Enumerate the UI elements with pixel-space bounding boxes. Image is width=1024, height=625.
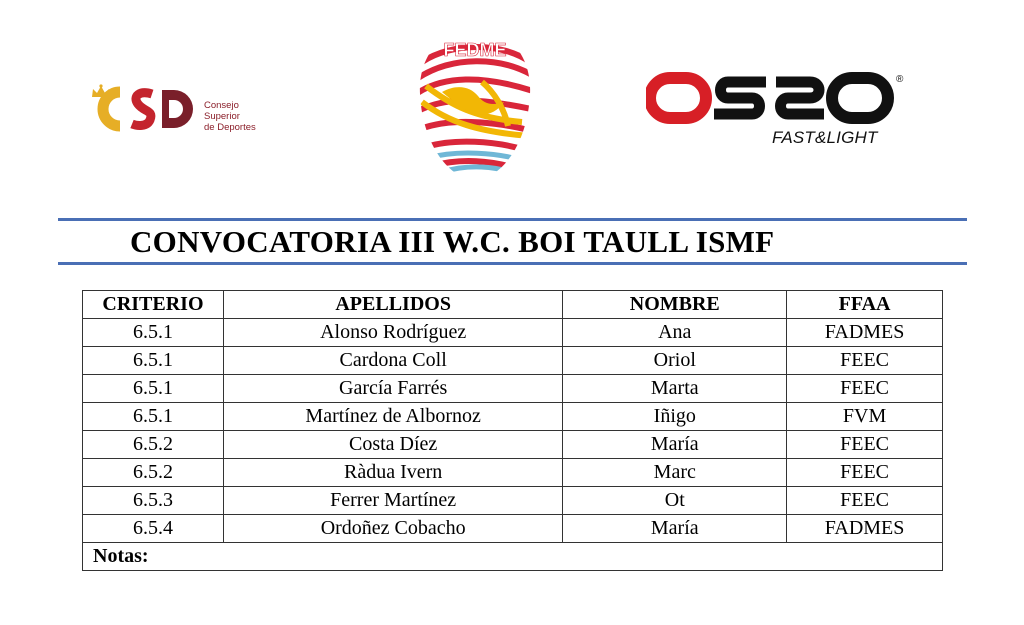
os2o-tagline: FAST&LIGHT (772, 128, 878, 147)
notes-row (83, 543, 943, 571)
cell-ffaa: FADMES (787, 515, 943, 543)
cell-ffaa: FEEC (787, 487, 943, 515)
cell-criterio: 6.5.3 (83, 487, 224, 515)
table-row (83, 375, 943, 403)
fedme-fingerprint-icon (412, 22, 538, 184)
table-row (83, 403, 943, 431)
fedme-text: FEDME (443, 40, 507, 60)
cell-criterio: 6.5.2 (83, 431, 224, 459)
table-row (83, 487, 943, 515)
table-row (83, 459, 943, 487)
cell-apellidos: Ferrer Martínez (223, 487, 563, 515)
cell-apellidos: Cardona Coll (223, 347, 563, 375)
cell-apellidos: García Farrés (223, 375, 563, 403)
cell-ffaa: FEEC (787, 347, 943, 375)
cell-ffaa: FVM (787, 403, 943, 431)
csd-text: Consejo Superior de Deportes (204, 100, 256, 133)
cell-nombre: María (563, 515, 787, 543)
header-ffaa: FFAA (787, 291, 943, 319)
title-rule-top (58, 218, 967, 221)
title-rule-bottom (58, 262, 967, 265)
table-row (83, 431, 943, 459)
header-nombre: NOMBRE (563, 291, 787, 319)
os2o-logo (646, 70, 908, 154)
cell-criterio: 6.5.4 (83, 515, 224, 543)
cell-nombre: Ana (563, 319, 787, 347)
cell-criterio: 6.5.1 (83, 347, 224, 375)
table-header-row (83, 291, 943, 319)
cell-nombre: Iñigo (563, 403, 787, 431)
cell-nombre: Marc (563, 459, 787, 487)
cell-criterio: 6.5.1 (83, 319, 224, 347)
cell-nombre: Oriol (563, 347, 787, 375)
csd-logo (90, 78, 270, 138)
registered-mark: ® (896, 74, 904, 85)
cell-apellidos: Ordoñez Cobacho (223, 515, 563, 543)
cell-ffaa: FEEC (787, 375, 943, 403)
convocatoria-table (82, 290, 943, 571)
cell-criterio: 6.5.1 (83, 375, 224, 403)
cell-apellidos: Martínez de Albornoz (223, 403, 563, 431)
table-row (83, 347, 943, 375)
cell-ffaa: FEEC (787, 431, 943, 459)
cell-apellidos: Ràdua Ivern (223, 459, 563, 487)
header-criterio: CRITERIO (83, 291, 224, 319)
fedme-logo (412, 22, 538, 184)
os2o-wordmark-icon (646, 70, 894, 126)
cell-nombre: Ot (563, 487, 787, 515)
table-row (83, 319, 943, 347)
cell-nombre: María (563, 431, 787, 459)
header-apellidos: APELLIDOS (223, 291, 563, 319)
cell-ffaa: FADMES (787, 319, 943, 347)
table-row (83, 515, 943, 543)
cell-criterio: 6.5.1 (83, 403, 224, 431)
cell-criterio: 6.5.2 (83, 459, 224, 487)
cell-ffaa: FEEC (787, 459, 943, 487)
page-title: CONVOCATORIA III W.C. BOI TAULL ISMF (130, 224, 775, 259)
cell-apellidos: Alonso Rodríguez (223, 319, 563, 347)
csd-mark-icon (90, 84, 198, 134)
notes-label: Notas: (83, 543, 943, 571)
cell-nombre: Marta (563, 375, 787, 403)
cell-apellidos: Costa Díez (223, 431, 563, 459)
